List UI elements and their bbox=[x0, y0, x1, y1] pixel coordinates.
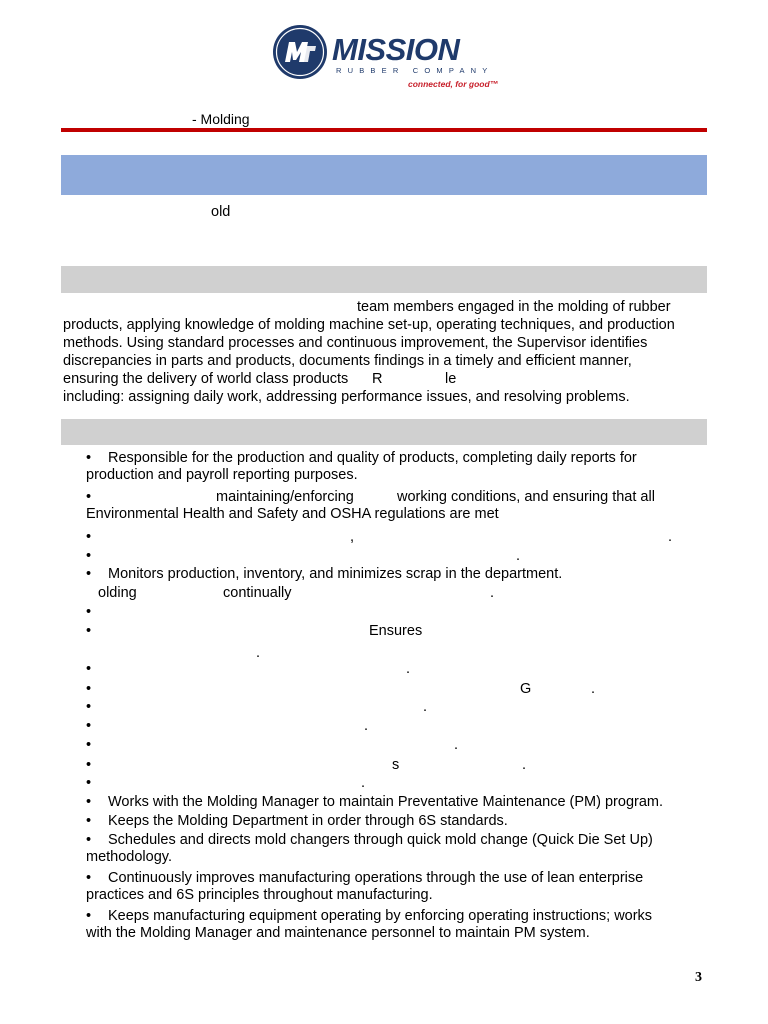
job-title-fragment: - Molding bbox=[192, 111, 250, 127]
list-item: • Keeps the Molding Department in order through 6S standards. bbox=[86, 813, 508, 829]
summary-paragraph bbox=[63, 298, 707, 406]
section1-text: old bbox=[211, 204, 231, 220]
list-item: • Monitors production, inventory, and minimizes scrap in the department. olding continually . bbox=[86, 566, 563, 601]
section-band-summary bbox=[61, 266, 707, 293]
bullet-icon: • bbox=[86, 604, 92, 620]
list-item: • . bbox=[86, 775, 366, 791]
summary-line-5b: R bbox=[372, 371, 383, 387]
bullet-icon: • bbox=[86, 489, 92, 505]
logo-brand-word: MISSION bbox=[332, 32, 460, 67]
summary-line-5a: ensuring the delivery of world class products bbox=[63, 371, 349, 387]
list-item: • . bbox=[86, 661, 411, 677]
bullet-icon: • bbox=[86, 623, 92, 639]
summary-line-5c: le bbox=[445, 371, 457, 387]
bullet-icon: • bbox=[86, 681, 92, 697]
bullet-icon: • bbox=[86, 450, 92, 466]
summary-line-4: discrepancies in parts and products, documents findings in a timely and efficient manner, bbox=[63, 353, 632, 369]
bullet-icon: • bbox=[86, 870, 92, 886]
bullet-icon: • bbox=[86, 813, 92, 829]
list-item: • Continuously improves manufacturing operations through the use of lean enterprise practices and 6S principles throughout manufacturing. bbox=[86, 870, 644, 903]
bullet-icon: • bbox=[86, 566, 92, 582]
bullet-icon: • bbox=[86, 757, 92, 773]
page-number: 3 bbox=[695, 970, 702, 985]
bullet-icon: • bbox=[86, 908, 92, 924]
list-item: • . bbox=[86, 718, 369, 734]
bullet-icon: • bbox=[86, 548, 92, 564]
list-item: • G . bbox=[86, 681, 596, 697]
list-item: • Responsible for the production and quality of products, completing daily reports for production and payroll reporting purposes. bbox=[86, 450, 637, 483]
bullet-icon: • bbox=[86, 794, 92, 810]
logo-emblem-icon bbox=[272, 24, 328, 80]
summary-line-3: methods. Using standard processes and continuous improvement, the Supervisor identifies bbox=[63, 335, 648, 351]
list-item: • Schedules and directs mold changers through quick mold change (Quick Die Set Up) methodology. bbox=[86, 832, 653, 865]
company-logo bbox=[270, 20, 505, 95]
summary-line-6: including: assigning daily work, addressing performance issues, and resolving problems. bbox=[63, 389, 630, 405]
list-item: • . bbox=[86, 548, 521, 564]
section-band-duties bbox=[61, 419, 707, 445]
section-band-blue bbox=[61, 155, 707, 195]
bullet-icon: • bbox=[86, 775, 92, 791]
bullet-icon: • bbox=[86, 737, 92, 753]
list-item: • Ensures . bbox=[86, 623, 423, 661]
list-item: • Keeps manufacturing equipment operating by enforcing operating instructions; works with the Molding Manager and maintenance personnel to maintain PM system. bbox=[86, 908, 653, 941]
bullet-icon: • bbox=[86, 832, 92, 848]
logo-brand-sub: RUBBER COMPANY bbox=[336, 66, 494, 75]
bullet-icon: • bbox=[86, 529, 92, 545]
list-item: • . bbox=[86, 737, 459, 753]
list-item: • , . bbox=[86, 529, 673, 545]
list-item: • . bbox=[86, 699, 428, 715]
bullet-icon: • bbox=[86, 661, 92, 677]
bullet-icon: • bbox=[86, 699, 92, 715]
summary-line-1: team members engaged in the molding of rubber bbox=[357, 299, 671, 315]
list-item: • maintaining/enforcing working conditions, and ensuring that all Environmental Health and Safety and OSHA regulations are met bbox=[86, 489, 655, 522]
list-item: • s . bbox=[86, 757, 527, 773]
summary-line-2: products, applying knowledge of molding machine set-up, operating techniques, and production bbox=[63, 317, 675, 333]
bullet-icon: • bbox=[86, 718, 92, 734]
logo-tagline: connected, for good™ bbox=[408, 79, 499, 89]
list-item bbox=[86, 604, 108, 621]
header-divider bbox=[61, 128, 707, 132]
list-item: • Works with the Molding Manager to maintain Preventative Maintenance (PM) program. bbox=[86, 794, 664, 810]
